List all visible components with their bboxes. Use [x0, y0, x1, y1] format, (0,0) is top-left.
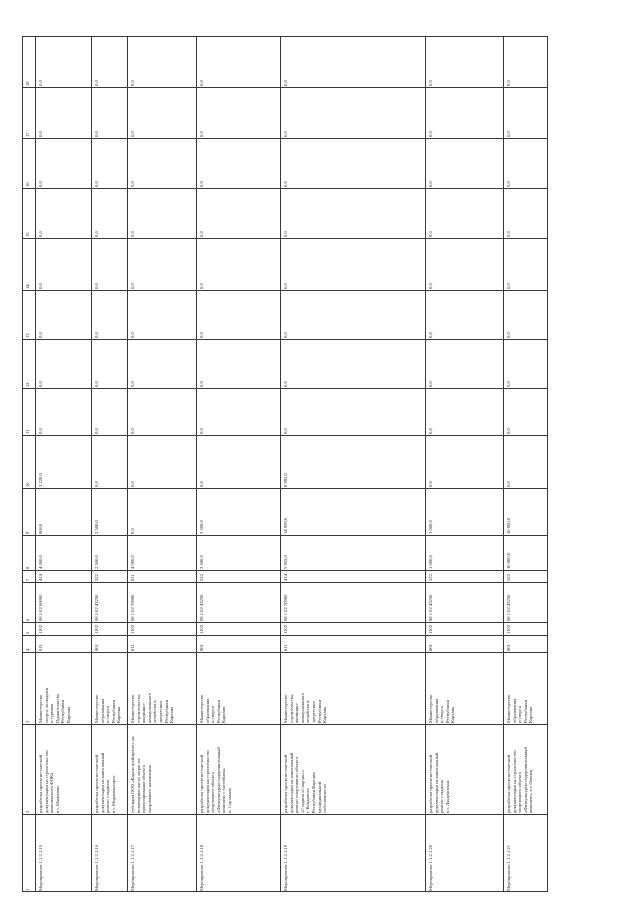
- table-cell-text: 0,0: [38, 80, 43, 86]
- table-cell-text: 0,0: [428, 332, 433, 338]
- table-cell-text: 1102: [506, 624, 511, 634]
- table-cell-text: 4 000,0: [130, 555, 135, 569]
- table-cell-text: 0,0: [428, 131, 433, 137]
- table-cell-text: 08 1 02 43250: [94, 594, 99, 621]
- table-cell-text: 414: [283, 574, 288, 581]
- table-cell-text: 0,0: [199, 481, 204, 487]
- table-cell-text: 0,0: [428, 283, 433, 289]
- table-cell-text: разработка проектно-сметной документации на строительство спортивного объекта «Физкультурно-оздоровительный комплекс» в г. Олонец: [506, 747, 534, 813]
- table-cell-text: 10 000,0: [506, 552, 511, 569]
- table-cell-text: 0,0: [283, 381, 288, 387]
- table-cell-text: Мероприятие 1.1.2.1.21: [506, 844, 511, 891]
- table-cell-text: 0,0: [94, 181, 99, 187]
- table-cell-text: Министерство образования и спорта Республики Карелия: [199, 694, 227, 723]
- table-cell-text: 0,0: [199, 381, 204, 387]
- column-header-text: 15: [25, 232, 30, 237]
- table-cell-text: 0,0: [38, 381, 43, 387]
- table-cell-text: Мероприятие 1.1.2.1.17: [130, 844, 135, 891]
- table-cell-text: субсидия ООО «Карелстройпроект» на возмещение части затрат на проектирование объекта спортивного назначения: [130, 736, 152, 813]
- table-cell-text: 0,0: [506, 181, 511, 187]
- table-cell-text: 0,0: [199, 332, 204, 338]
- column-header-text: 10: [25, 482, 30, 487]
- table-cell-text: 811: [130, 644, 135, 651]
- table-cell-text: 0,0: [428, 381, 433, 387]
- table-cell-text: Министерство строительства, жилищно- коммунального хозяйства и энергетики Республики Карелия: [283, 692, 328, 723]
- column-header-text: 1: [25, 888, 30, 891]
- table-cell-text: 1102: [38, 624, 43, 634]
- table-cell-text: 801: [199, 644, 204, 651]
- table-cell-text: 0,0: [506, 283, 511, 289]
- table-cell-text: Министерство образования и спорта Республики Карелия: [94, 694, 122, 723]
- table-cell-text: 1102: [199, 624, 204, 634]
- table-cell-text: 08 1 02 43250: [506, 594, 511, 621]
- column-header-text: 7: [25, 578, 30, 581]
- table-cell-text: Мероприятие 1.1.2.1.16: [94, 844, 99, 891]
- table-cell-text: Министерство образования и спорта Республики Карелия: [428, 694, 456, 723]
- table-cell-text: 0,0: [130, 481, 135, 487]
- table-cell-text: 811: [283, 644, 288, 651]
- table-cell-text: 1102: [94, 624, 99, 634]
- table-cell-text: 3 500,0: [199, 520, 204, 534]
- table-cell-text: 5 955,0: [283, 555, 288, 569]
- table-cell-text: 0,0: [428, 481, 433, 487]
- table-cell-text: 0,0: [38, 428, 43, 434]
- table-cell-text: 3 500,0: [199, 555, 204, 569]
- table-cell-text: 0,0: [506, 131, 511, 137]
- table-cell-text: Мероприятие 1.1.2.1.18: [199, 844, 204, 891]
- table-cell-text: 0,0: [94, 332, 99, 338]
- table-cell-text: 522: [94, 574, 99, 581]
- table-cell-text: Министерство образования и спорта Республики Карелия: [506, 694, 534, 723]
- table-cell-text: 0,0: [130, 528, 135, 534]
- table-cell-text: 1102: [283, 624, 288, 634]
- table-cell-text: 0,0: [38, 283, 43, 289]
- table-cell-text: 0,0: [38, 181, 43, 187]
- table-cell-text: 0,0: [199, 131, 204, 137]
- column-header-text: 17: [25, 132, 30, 137]
- table-cell-text: 0,0: [283, 131, 288, 137]
- table-cell-text: 0,0: [94, 481, 99, 487]
- table-cell-text: 0,0: [199, 283, 204, 289]
- table-cell-text: 0,0: [130, 181, 135, 187]
- table-cell-text: 1 000,0: [428, 555, 433, 569]
- table-cell-text: 0,0: [38, 332, 43, 338]
- table-cell-text: 0,0: [130, 283, 135, 289]
- table-cell-text: 0,0: [94, 231, 99, 237]
- table-cell-text: 0,0: [94, 131, 99, 137]
- table-cell-text: 0,0: [199, 231, 204, 237]
- table-cell-text: 1102: [428, 624, 433, 634]
- table-cell-text: разработка проектно-сметной документации на капитальный ремонт стадиона в г. Медвежьегорск: [94, 752, 116, 813]
- column-header-text: 8: [25, 566, 30, 569]
- table-cell-text: 0,0: [94, 283, 99, 289]
- table-cell-text: 0,0: [199, 80, 204, 86]
- table-cell-text: 0,0: [38, 131, 43, 137]
- table-cell-text: 0,0: [506, 428, 511, 434]
- table-cell-text: 0,0: [130, 332, 135, 338]
- table-cell-text: 0,0: [94, 428, 99, 434]
- table-cell-text: 801: [506, 644, 511, 651]
- column-header-text: 14: [25, 284, 30, 289]
- table-cell-text: 8 992,0: [283, 473, 288, 487]
- table-cell-text: 522: [199, 574, 204, 581]
- table-cell-text: Министерство спорта, молодежи и туризма Правительства Республики Карелия: [38, 687, 71, 723]
- table-cell-text: 2 500,0: [94, 555, 99, 569]
- column-header-text: 13: [25, 333, 30, 338]
- table-cell-text: 0,0: [94, 80, 99, 86]
- table-cell-text: Мероприятие 1.1.2.1.19: [283, 844, 288, 891]
- column-header-text: 9: [25, 531, 30, 534]
- table-cell-text: 2 500,0: [94, 520, 99, 534]
- table-cell-text: 4 000,0: [38, 555, 43, 569]
- table-cell-text: 14 959,0: [283, 517, 288, 534]
- column-header-text: 18: [25, 81, 30, 86]
- table-cell-text: 522: [428, 574, 433, 581]
- column-header-text: 5: [25, 631, 30, 634]
- table-cell-text: Мероприятие 1.1.2.1.20: [428, 844, 433, 891]
- table-cell-text: 0,0: [283, 283, 288, 289]
- table-cell-text: 0,0: [428, 428, 433, 434]
- table-cell-text: 0,0: [130, 131, 135, 137]
- table-cell-text: 0,0: [506, 481, 511, 487]
- table-cell-text: 0,0: [199, 181, 204, 187]
- table-cell-text: 08 1 02 70980: [130, 594, 135, 621]
- column-header-text: 3: [25, 720, 30, 723]
- table-cell-text: разработка проектно-сметной документации на капитальный ремонт спортивного объекта «Стадион «Спартак»» г. Кондопога Республики Карелия, муниципальной собственности: [283, 752, 328, 813]
- table-border: [22, 36, 548, 892]
- table-cell-text: 0,0: [283, 231, 288, 237]
- table-cell-text: 811: [130, 574, 135, 581]
- column-header-text: 6: [25, 618, 30, 621]
- table-cell-text: 0,0: [506, 332, 511, 338]
- table-cell-text: 10 000,0: [506, 517, 511, 534]
- table-cell-text: 0,0: [130, 231, 135, 237]
- table-cell-text: 0,0: [506, 381, 511, 387]
- table-cell-text: 1 000,0: [428, 520, 433, 534]
- table-cell-text: 08 1 02 43250: [199, 594, 204, 621]
- table-cell-text: Министерство строительства, жилищно- коммунального хозяйства и энергетики Республики Карелия: [130, 692, 175, 723]
- table-cell-text: 0,0: [506, 80, 511, 86]
- table-cell-text: 08 1 02 43250: [428, 594, 433, 621]
- table-cell-text: 0,0: [283, 332, 288, 338]
- table-cell-text: 3 220,0: [38, 473, 43, 487]
- table-cell-text: разработка проектно-сметной документации на капитальный ремонт стадиона в г. Лахденпохья: [428, 752, 450, 813]
- table-cell-text: 800,0: [38, 523, 43, 534]
- table-cell-text: 801: [94, 644, 99, 651]
- table-cell-text: 0,0: [428, 181, 433, 187]
- table-cell-text: Мероприятие 1.1.2.1.15: [38, 844, 43, 891]
- table-cell-text: 08 1 02 00000: [38, 594, 43, 621]
- table-cell-text: 0,0: [283, 80, 288, 86]
- column-header-text: 4: [25, 648, 30, 651]
- table-cell-text: 811: [38, 644, 43, 651]
- table-cell-text: 0,0: [130, 381, 135, 387]
- column-header-text: 11: [25, 429, 30, 434]
- table-cell-text: 08 1 02 70000: [283, 594, 288, 621]
- table-cell-text: 0,0: [130, 80, 135, 86]
- table-cell-text: 0,0: [506, 231, 511, 237]
- table-cell-text: 1102: [130, 624, 135, 634]
- table-cell-text: 0,0: [94, 381, 99, 387]
- table-cell-text: 0,0: [199, 428, 204, 434]
- table-cell-text: 0,0: [38, 231, 43, 237]
- table-cell-text: 0,0: [283, 428, 288, 434]
- table-cell-text: 0,0: [130, 428, 135, 434]
- table-cell-text: разработка проектно-сметной документации на строительство спортивного объекта «Физкультурно-оздоровительный комплекс с бассейном» п. Сортавала: [199, 747, 232, 813]
- table-cell-text: 801: [428, 644, 433, 651]
- table-cell-text: 414: [38, 574, 43, 581]
- column-header-text: 12: [25, 382, 30, 387]
- column-header-text: 16: [25, 182, 30, 187]
- table-cell-text: 522: [506, 574, 511, 581]
- table-cell-text: 0,0: [428, 80, 433, 86]
- column-header-text: 2: [25, 810, 30, 813]
- table-cell-text: 0,0: [283, 181, 288, 187]
- table-cell-text: 0,0: [428, 231, 433, 237]
- table-cell-text: разработка проектно-сметной документации на строительство комплексного ФОКа в г. Мамоново: [38, 750, 60, 813]
